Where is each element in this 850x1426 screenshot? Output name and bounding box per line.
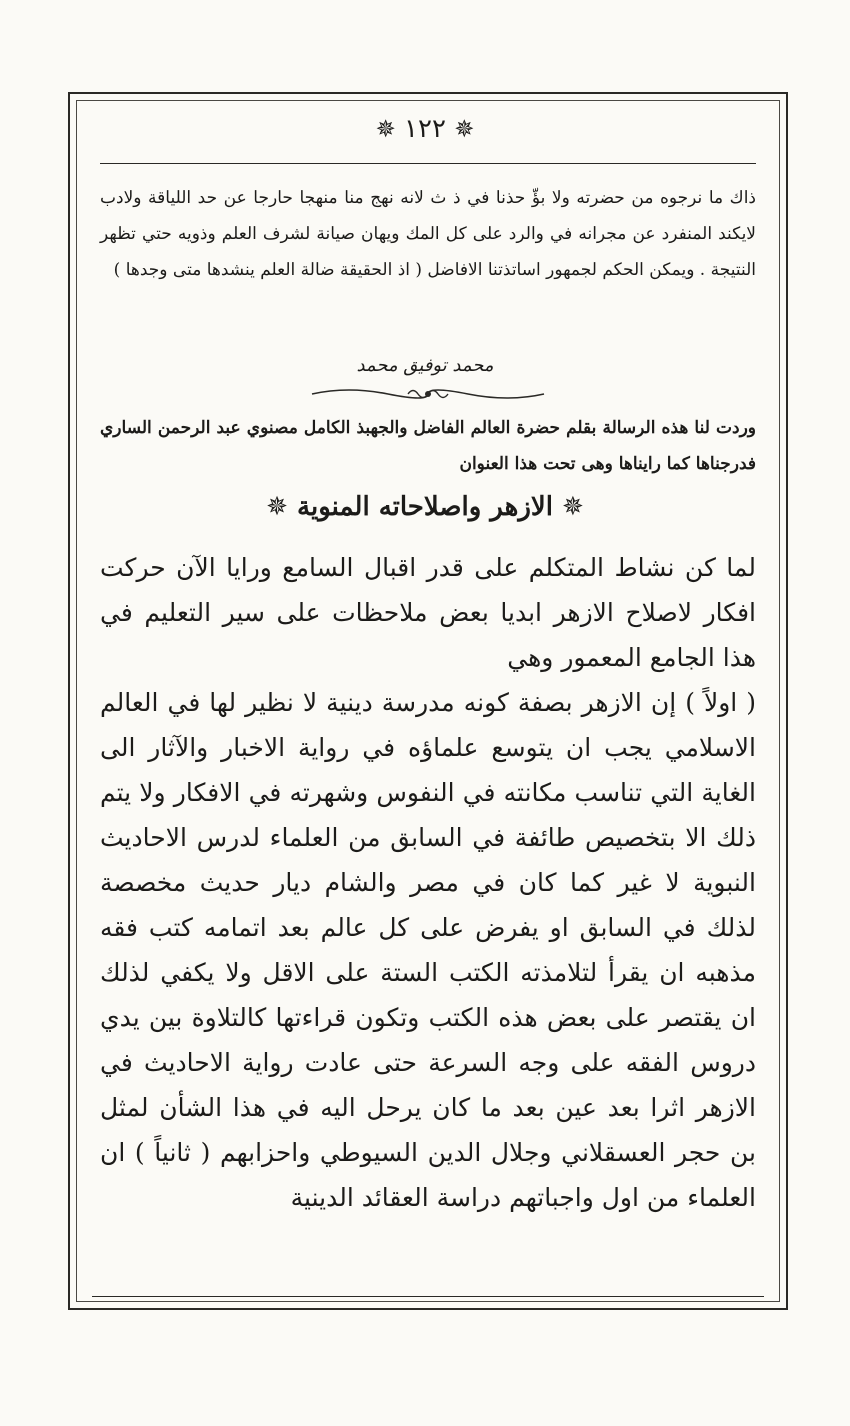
intro-paragraph: وردت لنا هذه الرسالة بقلم حضرة العالم الفاضل والجهبذ الكامل مصنوي عبد الرحمن الساري فدرجناها كما رايناها وهى تحت هذا العنوان: [100, 418, 756, 474]
page-number-header: [0, 114, 850, 144]
star-ornament-icon: ✵: [454, 115, 475, 143]
footer-divider: [92, 1296, 764, 1297]
section-title-text: الازهر واصلاحاته المنوية: [297, 492, 553, 522]
flourish-divider-icon: [308, 382, 548, 404]
letter-closing-paragraph: ذاك ما نرجوه من حضرته ولا بؤّ حذنا في ذ ث لانه نهج منا منهجا حارجا عن حد اللياقة ولادب لايكند المنفرد عن مجرانه في والرد على كل المك ويهان صيانة لشرف العلم وذويه حتي تظهر النتيجة . ويمكن الحكم لجمهور اساتذتنا الافاضل ( اذ الحقيقة ضالة العلم ينشدها متى وجدها ): [100, 188, 757, 280]
header-divider: [100, 163, 756, 164]
star-ornament-icon: ✵: [266, 492, 288, 522]
section-title: [0, 492, 850, 522]
body-paragraph-2: ( اولاً ) إن الازهر بصفة كونه مدرسة دينية لا نظير لها في العالم الاسلامي يجب ان يتوسع علماؤه في رواية الاخبار والآثار الى الغاية التي تناسب مكانته في النفوس وشهرته في الافكار ولا يتم ذلك الا بتخصيص طائفة في السابق من العلماء لدرس الاحاديث النبوية لا غير كما كان في مصر والشام ديار حديث مخصصة لذلك في السابق او يفرض على كل عالم بعد اتمامه كتب فقه مذهبه ان يقرأ لتلامذته الكتب الستة على الاقل ولا يكفي لذلك ان يقتصر على بعض هذه الكتب وتكون قراءتها كالتلاوة بين يدي دروس الفقه على وجه السرعة حتى عادت رواية الاحاديث في الازهر اثرا بعد عين بعد ما كان يرحل اليه في هذا الشأن لمثل بن حجر العسقلاني وجلال الدين السيوطي واحزابهم ( ثانياً ) ان العلماء من اول واجباتهم دراسة العقائد الدينية: [100, 688, 756, 1212]
letter-signature: محمد توفيق محمد: [356, 355, 494, 376]
body-paragraph-1: لما كن نشاط المتكلم على قدر اقبال السامع ورايا الآن حركت افكار لاصلاح الازهر ابديا بعض ملاحظات على سير التعليم في هذا الجامع المعمور وهي: [100, 553, 756, 672]
page-number: ١٢٢: [404, 114, 446, 144]
star-ornament-icon: ✵: [562, 492, 584, 522]
article-body: [100, 545, 756, 1220]
star-ornament-icon: ✵: [375, 115, 396, 143]
